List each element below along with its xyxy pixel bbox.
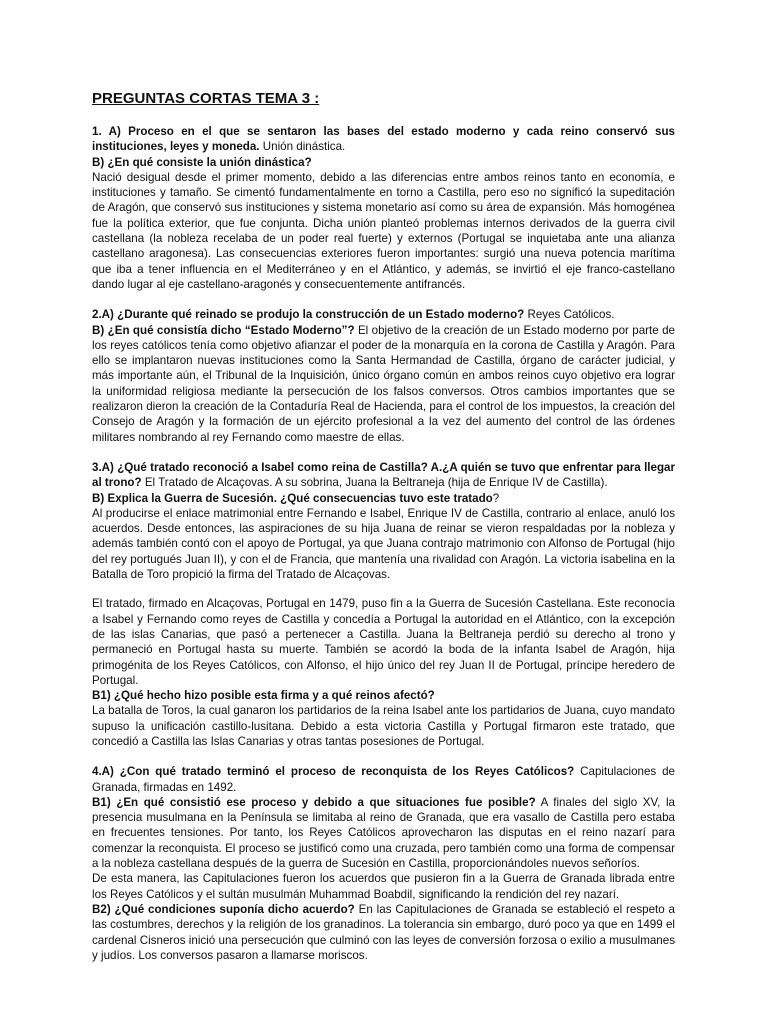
answer-4a: Capitulaciones de Granada, firmadas en 1492. — [92, 765, 675, 794]
question-3b1: B1) ¿Qué hecho hizo posible esta firma y a qué reinos afectó? — [92, 689, 435, 703]
paragraph — [92, 323, 675, 445]
question-4a: 4.A) ¿Con qué tratado terminó el proceso de reconquista de los Reyes Católicos? — [92, 765, 575, 779]
paragraph — [92, 124, 675, 155]
answer-3b1: La batalla de Toros, la cual ganaron los partidarios de la reina Isabel ante los partidarios de Juana, cuyo mandato supuso la unificación castillo-lusitana. Debido a esta victoria Castilla y Portugal firmaron este tratado, que concedió a Castilla las Islas Canarias y otras tantas posesiones de Portugal. — [92, 704, 675, 748]
paragraph — [92, 307, 675, 322]
question-2a: 2.A) ¿Durante qué reinado se produjo la construcción de un Estado moderno? — [92, 308, 525, 322]
document-title: PREGUNTAS CORTAS TEMA 3 : — [92, 90, 320, 107]
paragraph — [92, 491, 675, 506]
answer-3a: El Tratado de Alcaçovas. A su sobrina, Juana la Beltraneja (hija de Enrique IV de Castilla). — [144, 476, 608, 490]
section-4 — [92, 764, 675, 963]
spacer — [92, 582, 675, 596]
question-3a: 3.A) ¿Qué tratado reconoció a Isabel como reina de Castilla? A.¿A quién se tuvo que enfrentar para llegar al trono? — [92, 460, 675, 490]
section-1 — [92, 124, 675, 292]
question-1a: 1. A) Proceso en el que se sentaron las bases del estado moderno y cada reino conservó sus instituciones, leyes y moneda. — [92, 125, 675, 154]
answer-4b1-continued: De esta manera, las Capitulaciones fueron los acuerdos que pusieron fin a la Guerra de Granada librada entre los Reyes Católicos y el sultán musulmán Muhammad Boabdil, significando la rendición del rey nazarí. — [92, 872, 675, 901]
paragraph — [92, 764, 675, 795]
question-4b1: B1) ¿En qué consistió ese proceso y debido a que situaciones fue posible? — [92, 795, 536, 809]
question-3b-mark: ? — [492, 491, 500, 505]
answer-2a: Reyes Católicos. — [527, 308, 615, 322]
question-3b: B) Explica la Guerra de Sucesión. ¿Qué consecuencias tuvo este tratado — [92, 491, 493, 505]
answer-1b: Nació desigual desde el primer momento, debido a las diferencias entre ambos reinos tanto en economía, e instituciones y tamaño. Se cimentó fundamentalmente en torno a Castilla, pero eso no significó la supeditación de Aragón, que conservó sus instituciones y sistema monetario así como su área de expansión. Más homogénea fue la política exterior, que fue conjunta. Dicha unión planteó problemas internos derivados de la guerra civil castellana (la nobleza recelaba de un poder real fuerte) y externos (Portugal se inquietaba ante una alianza castellano aragonesa). Las consecuencias exteriores fueron importantes: surgió una nueva potencia marítima que iba a tener influencia en el Mediterráneo y en el Atlántico, y además, se invirtió el eje franco-castellano dando lugar al eje castellano-aragonés y consecuentemente antifrancés. — [92, 170, 675, 291]
document-page — [92, 90, 675, 978]
paragraph — [92, 795, 675, 871]
answer-4b2: En las Capitulaciones de Granada se estableció el respeto a las costumbres, derechos y la religión de los granadinos. La tolerancia sin embargo, duró poco ya que en 1499 el cardenal Cisneros inició una persecución que culminó con las leyes de conversión forzosa o exilio a musulmanes y judíos. Los conversos pasaron a llamarse moriscos. — [92, 902, 675, 962]
answer-4b1: A finales del siglo XV, la presencia musulmana en la Península se limitaba al reino de Granada, que era vasallo de Castilla pero estaba en frecuentes tensiones. Por tanto, los Reyes Católicos aprovecharon las disputas en el reino nazarí para comenzar la reconquista. El proceso se justificó como una cruzada, pero también como una forma de compensar a la nobleza castellana después de la guerra de Sucesión en Castilla, proporcionándoles nuevos señoríos. — [92, 795, 675, 871]
section-3 — [92, 460, 675, 749]
paragraph — [92, 902, 675, 963]
paragraph — [92, 688, 675, 703]
paragraph — [92, 460, 675, 491]
question-1b: B) ¿En qué consiste la unión dinástica? — [92, 155, 312, 169]
question-2b: B) ¿En qué consistía dicho “Estado Moderno”? — [92, 323, 355, 337]
answer-1a: Unión dinástica. — [262, 140, 346, 154]
answer-3b-continued: El tratado, firmado en Alcaçovas, Portugal en 1479, puso fin a la Guerra de Sucesión Castellana. Este reconocía a Isabel y Fernando como reyes de Castilla y concedía a Portugal la autoridad en el Atlántico, con la excepción de las islas Canarias, que pasó a pertenecer a Castilla. Juana la Beltraneja perdió su derecho al trono y permaneció en Portugal hasta su muerte. También se acordó la boda de la infanta Isabel de Aragón, hija primogénita de los Reyes Católicos, con Alfonso, el hijo único del rey Juan II de Portugal, príncipe heredero de Portugal. — [92, 597, 675, 687]
answer-3b: Al producirse el enlace matrimonial entre Fernando e Isabel, Enrique IV de Castilla, contrario al enlace, anuló los acuerdos. Desde entonces, las aspiraciones de su hija Juana de reinar se vieron respaldadas por la nobleza y además también contó con el apoyo de Portugal, ya que Juana contrajo matrimonio con Alfonso de Portugal (hijo del rey portugués Juan II), y con el de Francia, que mantenía una rivalidad con Aragón. La victoria isabelina en la Batalla de Toro propició la firma del Tratado de Alcaçovas. — [92, 506, 675, 582]
section-2 — [92, 307, 675, 445]
question-4b2: B2) ¿Qué condiciones suponía dicho acuerdo? — [92, 902, 355, 916]
answer-2b: El objetivo de la creación de un Estado moderno por parte de los reyes católicos tenía como objetivo afianzar el poder de la monarquía en la corona de Castilla y Aragón. Para ello se implantaron nuevas instituciones como la Santa Hermandad de Castilla, órgano de carácter judicial, y más importante aún, el Tribunal de la Inquisición, único órgano común en ambos reinos cuyo objetivo era lograr la uniformidad religiosa mediante la persecución de los falsos conversos. Otros cambios importantes que se realizaron dieron la creación de la Contaduría Real de Hacienda, para el control de los impuestos, la creación del Consejo de Aragón y la formación de un ejército profesional a la vez del aumento del control de las órdenes militares nombrando al rey Fernando como maestre de ellas. — [92, 323, 675, 444]
paragraph — [92, 155, 675, 170]
